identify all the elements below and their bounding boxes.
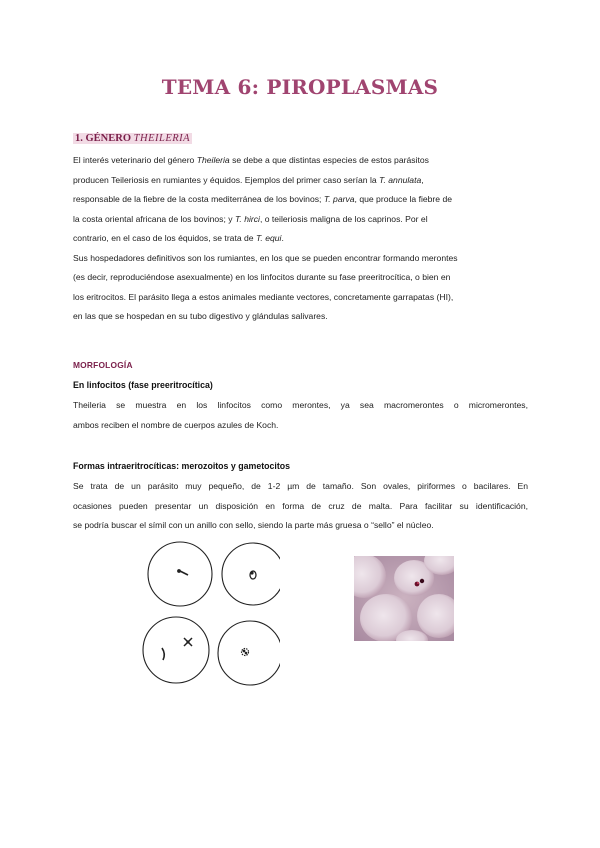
intro-line: la costa oriental africana de los bovinos; y T. hirci, o teileriosis maligna de los caprinos. Por el bbox=[73, 213, 428, 224]
blood-smear-micrograph bbox=[354, 556, 454, 641]
parasite-piriform bbox=[162, 648, 164, 660]
intraeritrociticas-heading: Formas intraeritrocíticas: merozoitos y gametocitos bbox=[73, 461, 291, 471]
parasite-cluster bbox=[242, 649, 249, 656]
hosts-line: Sus hospedadores definitivos son los rumiantes, en los que se pueden encontrar formando merontes bbox=[73, 252, 458, 263]
section-heading-genero-theileria bbox=[73, 133, 192, 144]
text-line: Theileria se muestra en los linfocitos como merontes, ya sea macromerontes o micromerontes, bbox=[73, 400, 528, 410]
erythrocyte-1 bbox=[148, 542, 212, 606]
linfocitos-text bbox=[73, 396, 528, 435]
intro-line: El interés veterinario del género Theileria se debe a que distintas especies de estos parásitos bbox=[73, 155, 429, 165]
hosts-line: (es decir, reproduciéndose asexualmente) en los linfocitos durante su fase preeritrocítica, o bien en bbox=[73, 272, 451, 282]
stained-parasite-2 bbox=[420, 579, 424, 583]
erythrocyte-4 bbox=[218, 621, 280, 685]
morfologia-heading: MORFOLOGÍA bbox=[73, 360, 133, 370]
text-line: ambos reciben el nombre de cuerpos azules de Koch. bbox=[73, 419, 279, 430]
intro-text bbox=[73, 151, 528, 327]
hosts-line: en las que se hospedan en su tubo digestivo y glándulas salivares. bbox=[73, 311, 328, 321]
erythrocyte-drawing-figure bbox=[140, 540, 280, 690]
section-genus-name: THEILERIA bbox=[133, 133, 191, 144]
intro-line: contrario, en el caso de los équidos, se trata de T. equi. bbox=[73, 233, 284, 243]
intraeritrociticas-text bbox=[73, 477, 528, 536]
section-number: 1. bbox=[75, 133, 83, 144]
section-label: GÉNERO bbox=[85, 133, 132, 144]
intro-line: responsable de la fiebre de la costa mediterránea de los bovinos; T. parva, que produce la fiebre de bbox=[73, 194, 453, 204]
intro-line: producen Teileriosis en rumiantes y équidos. Ejemplos del primer caso serían la T. annulata, bbox=[73, 174, 424, 185]
linfocitos-heading: En linfocitos (fase preeritrocítica) bbox=[73, 380, 213, 390]
text-line: se podría buscar el símil con un anillo con sello, siendo la parte más gruesa o “sello” el núcleo. bbox=[73, 520, 434, 530]
text-line: Se trata de un parásito muy pequeño, de 1-2 µm de tamaño. Son ovales, piriformes o bacilares. En bbox=[73, 481, 528, 491]
text-line: ocasiones pueden presentar un disposición en forma de cruz de malta. Para facilitar su identificación, bbox=[73, 500, 528, 511]
hosts-line: los eritrocitos. El parásito llega a estos animales mediante vectores, concretamente garrapatas (HI), bbox=[73, 291, 454, 302]
erythrocyte-3 bbox=[143, 617, 209, 683]
parasite-bacillar-nucleus bbox=[178, 570, 181, 573]
page-title: TEMA 6: PIROPLASMAS bbox=[161, 75, 439, 99]
